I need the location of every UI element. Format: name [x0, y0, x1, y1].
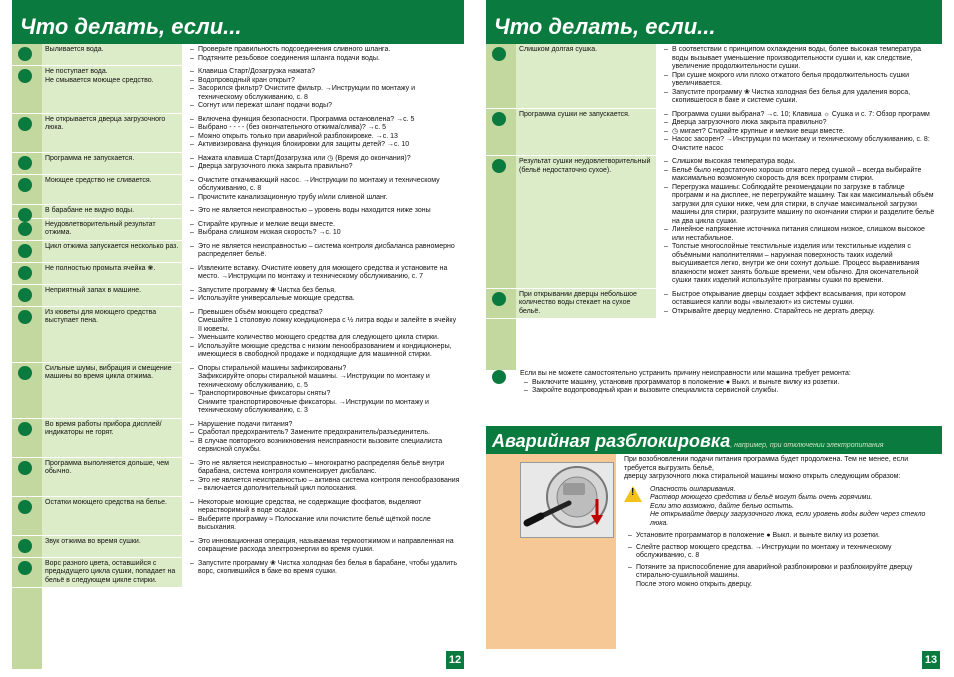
dash-marker: – — [190, 68, 194, 75]
dash-marker: – — [190, 429, 194, 436]
solution-text: Дверца загрузочного люка закрыта правильно? — [672, 119, 827, 126]
solution-line — [660, 111, 938, 120]
bullet-icon — [18, 539, 32, 553]
solution-text: Некоторые моющие средства, не содержащие фосфатов, выделяют нерастворимый в воде осадок. — [198, 498, 422, 514]
bullet-icon — [18, 461, 32, 475]
table-row — [486, 44, 942, 109]
solution-line — [186, 177, 460, 194]
solution-text: Это не является неисправностью – активна система контроля пенообразования – включается дополнительный цикл полоскания. — [198, 476, 460, 492]
dash-marker: – — [190, 141, 194, 148]
problem-cell: Во время работы прибора дисплей/индикаторы не горят. — [42, 419, 182, 457]
solution-line — [186, 460, 460, 477]
right-page — [486, 0, 942, 677]
solution-line — [186, 309, 460, 335]
left-page — [12, 0, 464, 677]
problem-cell: Остатки моющего средства на белье. — [42, 497, 182, 535]
solution-line — [186, 438, 460, 455]
solution-cell — [182, 114, 464, 152]
solution-text: Уменьшите количество моющего средства для следующего цикла стирки. — [198, 334, 439, 341]
solution-cell — [182, 205, 464, 218]
problem-cell: Неудовлетворительный результат отжима. — [42, 219, 182, 240]
dash-marker: – — [190, 286, 194, 294]
bullet-icon — [18, 500, 32, 514]
dash-marker: – — [190, 193, 194, 201]
dash-marker: – — [190, 559, 194, 567]
solution-cell — [182, 497, 464, 535]
emergency-step — [624, 564, 940, 590]
dash-marker: – — [190, 132, 194, 140]
solution-text: Это не является неисправностью – система контроля дисбаланса равномерно распределяет бельё. — [198, 242, 455, 258]
table-row — [12, 419, 464, 458]
warning-box — [624, 486, 940, 529]
solution-line — [186, 516, 460, 533]
problem-cell: Не поступает вода. Не смывается моющее средство. — [42, 66, 182, 113]
emergency-intro: При возобновлении подачи питания программа будет продолжена. Тем не менее, если требуется выгрузить бельё, дверцу загрузочного люка стиральной машины можно открыть следующим образом: — [624, 456, 909, 480]
solution-text: Запустите программу ❀ Чистка холодная без белья для удаления ворса, скопившегося в баке и системе сушки. — [672, 88, 911, 104]
solution-line — [186, 46, 460, 55]
solution-line — [186, 538, 460, 555]
emergency-step-text: Слейте раствор моющего средства. →Инструкции по монтажу и техническому обслуживанию, с. 8 — [636, 543, 892, 559]
emergency-step-text: Потяните за приспособление для аварийной разблокировки и разблокируйте дверцу стирально-сушильной машины. После этого можно открыть дверцу. — [636, 563, 913, 588]
solution-cell — [182, 458, 464, 496]
solution-cell — [182, 536, 464, 557]
warning-icon: ! — [624, 486, 642, 502]
dash-marker: – — [190, 437, 194, 445]
problem-cell: Результат сушки неудовлетворительный (бельё недостаточно сухое). — [516, 156, 656, 288]
warning-title: Опасность ошпаривания. — [650, 485, 736, 493]
final-note: Если вы не можете самостоятельно устранить причину неисправности или машина требует ремонта: — [520, 370, 851, 377]
solution-text: Включена функция безопасности. Программа остановлена? →с. 5 — [198, 115, 415, 123]
solution-cell — [182, 558, 464, 588]
solution-text: Насос засорен? →Инструкции по монтажу и техническому обслуживанию, с. 8: Очистите насос — [672, 136, 930, 152]
table-row — [12, 153, 464, 175]
table-row — [12, 497, 464, 536]
dash-marker: – — [190, 515, 194, 523]
problem-cell: Программа сушки не запускается. — [516, 109, 656, 156]
solution-line — [186, 124, 460, 133]
solution-line — [186, 365, 460, 391]
bullet-icon — [492, 292, 506, 306]
dash-marker: – — [664, 243, 668, 250]
solution-cell — [182, 285, 464, 306]
solution-text: Используйте универсальные моющие средства. — [198, 295, 355, 302]
solution-text: В случае повторного возникновения неисправности вызовите специалиста сервисной службы. — [198, 437, 443, 453]
table-row — [12, 241, 464, 263]
dash-marker: – — [190, 154, 194, 162]
solution-text: Превышен объём моющего средства? Смешайте 1 столовую ложку кондиционера с ½ литра воды и залейте в ячейку II кюветы. — [198, 308, 457, 333]
solution-line — [186, 163, 460, 172]
table-row — [12, 175, 464, 206]
solution-text: Проверьте правильность подсоединения сливного шланга. — [198, 46, 391, 53]
bullet-icon — [18, 561, 32, 575]
solution-line — [186, 499, 460, 516]
table-row — [12, 307, 464, 363]
bullet-icon — [18, 117, 32, 131]
dash-marker: – — [190, 390, 194, 397]
solution-text: Используйте моющие средства с низким пенообразованием и кондиционеры, имеющиеся в свободной продаже и подходящие для машинной стирки. — [198, 342, 452, 358]
dash-marker: – — [190, 176, 194, 184]
solution-line — [186, 243, 460, 260]
solution-cell — [182, 66, 464, 113]
emergency-step — [624, 544, 940, 561]
table-row — [12, 263, 464, 285]
solution-line — [660, 119, 938, 128]
bullet-icon — [18, 366, 32, 380]
dash-marker: – — [190, 264, 194, 272]
bullet-icon — [492, 370, 506, 384]
emergency-text — [624, 456, 940, 592]
dash-marker: – — [190, 498, 194, 506]
solution-text: Прочистите канализационную трубу и/или сливной шланг. — [198, 193, 388, 201]
dash-marker: – — [628, 532, 632, 539]
right-troubleshoot-table — [486, 44, 942, 394]
solution-line — [186, 560, 460, 577]
table-row — [12, 114, 464, 153]
dash-marker: – — [190, 229, 194, 236]
bullet-icon — [492, 159, 506, 173]
table-row — [12, 458, 464, 497]
solution-line — [660, 243, 938, 286]
solution-text: Слишком высокая температура воды. — [672, 158, 796, 165]
problem-cell: Сильные шумы, вибрация и смещение машины во время цикла отжима. — [42, 363, 182, 418]
problem-cell: Программа не запускается. — [42, 153, 182, 174]
final-note-block — [486, 370, 942, 396]
dash-marker: – — [664, 110, 668, 118]
bullet-icon — [492, 112, 506, 126]
table-row — [12, 536, 464, 558]
table-row — [486, 156, 942, 289]
problem-cell: Ворс разного цвета, оставшийся с предыдущего цикла сушки, попадает на бельё в следующем цикле стирки. — [42, 558, 182, 588]
right-page-number: 13 — [922, 651, 940, 669]
solution-text: ◷ мигает? Стирайте крупные и мелкие вещи вместе. — [672, 127, 845, 135]
dash-marker: – — [628, 563, 632, 571]
bullet-icon — [18, 69, 32, 83]
solution-line — [186, 390, 460, 416]
solution-cell — [182, 219, 464, 240]
dash-marker: – — [664, 307, 668, 315]
dash-marker: – — [190, 124, 194, 131]
emergency-subtitle: , например, при отключении электропитания — [730, 442, 884, 449]
dash-marker: – — [190, 476, 194, 484]
problem-cell: Неприятный запах в машине. — [42, 285, 182, 306]
dash-marker: – — [664, 166, 668, 174]
problem-cell: Не открывается дверца загрузочного люка. — [42, 114, 182, 152]
bullet-icon — [18, 288, 32, 302]
emergency-strip — [486, 454, 616, 649]
solution-text: Извлеките вставку. Очистите кювету для моющего средства и установите на место. →Инструкции по монтажу и техническому обслуживанию, с. 7 — [198, 264, 448, 280]
problem-cell: Звук отжима во время сушки. — [42, 536, 182, 557]
solution-text: Толстые многослойные текстильные изделия или текстильные изделия с объёмными наполнителями – наружная поверхность таких изделий высушивается легко, внутри же они сохнут дольше. Процесс выравнивания влажности может занять больше времени, чем обычно. Для окончательной сушки таких изделий используйте программы сушки по времени. — [672, 243, 920, 284]
final-item — [520, 387, 942, 396]
solution-line — [186, 102, 460, 111]
solution-line — [660, 128, 938, 137]
bullet-icon — [18, 156, 32, 170]
dash-marker: – — [190, 420, 194, 428]
solution-text: Активизирована функция блокировки для защиты детей? →с. 10 — [198, 141, 410, 148]
solution-line — [186, 55, 460, 64]
solution-cell — [182, 307, 464, 362]
left-troubleshoot-table — [12, 44, 464, 669]
dash-marker: – — [190, 537, 194, 545]
solution-text: Выбрана слишком низкая скорость? →с. 10 — [198, 229, 341, 236]
table-row — [486, 289, 942, 320]
solution-text: Открывайте дверцу медленно. Старайтесь не дергать дверцу. — [672, 307, 875, 315]
problem-cell: Выливается вода. — [42, 44, 182, 65]
problem-cell: Цикл отжима запускается несколько раз. — [42, 241, 182, 262]
solution-text: Быстрое открывание дверцы создает эффект всасывания, при котором оставшиеся капли воды «вылезают» из системы сушки. — [672, 290, 906, 306]
solution-cell — [182, 241, 464, 262]
problem-cell: Слишком долгая сушка. — [516, 44, 656, 108]
table-row — [12, 285, 464, 307]
solution-line — [186, 295, 460, 304]
emergency-step — [624, 532, 940, 541]
table-row — [12, 205, 464, 219]
solution-text: Запустите программу ❀ Чистка холодная без белья в барабане, чтобы удалить ворс, скопившийся в баке во время сушки. — [198, 559, 457, 575]
solution-text: Нажата клавиша Старт/Дозагрузка или ◷ (Время до окончания)? — [198, 154, 411, 162]
solution-line — [660, 291, 938, 308]
final-item-text: Выключите машину, установив программатор в положение ● Выкл. и выньте вилку из розетки. — [532, 378, 840, 386]
solution-line — [660, 46, 938, 72]
dash-marker: – — [190, 459, 194, 467]
bullet-icon — [18, 47, 32, 61]
dash-marker: – — [664, 46, 668, 53]
dash-marker: – — [664, 290, 668, 298]
solution-text: Запустите программу ❀ Чистка без белья. — [198, 286, 337, 294]
solution-cell — [656, 44, 942, 108]
solution-line — [186, 68, 460, 77]
solution-line — [186, 194, 460, 203]
dash-marker: – — [190, 46, 194, 53]
solution-text: Дверца загрузочного люка закрыта правильно? — [198, 163, 353, 170]
solution-text: Транспортировочные фиксаторы сняты? Снимите транспортировочные фиксаторы. →Инструкции по монтажу и техническому обслуживанию, с. 3 — [198, 390, 429, 414]
bullet-icon — [18, 244, 32, 258]
solution-cell — [182, 175, 464, 205]
solution-line — [186, 429, 460, 438]
solution-text: Линейное напряжение источника питания слишком низкое, слишком высокое или нестабильное. — [672, 226, 925, 242]
problem-cell: В барабане не видно воды. — [42, 205, 182, 218]
solution-line — [660, 136, 938, 153]
table-row — [486, 109, 942, 157]
solution-line — [660, 72, 938, 89]
solution-line — [186, 133, 460, 142]
dash-marker: – — [190, 334, 194, 341]
final-item — [520, 379, 942, 388]
emergency-title: Аварийная разблокировка — [492, 431, 731, 451]
dash-marker: – — [664, 226, 668, 233]
solution-text: Это не является неисправностью – уровень воды находится ниже зоны — [198, 207, 431, 214]
solution-line — [186, 421, 460, 430]
dash-marker: – — [524, 387, 528, 394]
dash-marker: – — [190, 115, 194, 123]
solution-line — [186, 229, 460, 238]
solution-text: Клавиша Старт/Дозагрузка нажата? — [198, 68, 316, 75]
solution-cell — [182, 44, 464, 65]
solution-line — [186, 265, 460, 282]
problem-cell: Моющее средство не сливается. — [42, 175, 182, 205]
solution-text: Водопроводный кран открыт? — [198, 76, 295, 84]
final-item-text: Закройте водопроводный кран и вызовите специалиста сервисной службы. — [532, 387, 779, 394]
solution-line — [186, 287, 460, 296]
solution-line — [660, 226, 938, 243]
problem-cell: При открывании дверцы небольшое количество воды стекает на сухое бельё. — [516, 289, 656, 319]
dash-marker: – — [664, 88, 668, 96]
bullet-icon — [18, 266, 32, 280]
dash-marker: – — [664, 136, 668, 143]
dash-marker: – — [190, 220, 194, 228]
solution-text: Засорился фильтр? Очистите фильтр. →Инструкции по монтажу и техническому обслуживанию, с. 8 — [198, 85, 416, 101]
solution-cell — [182, 419, 464, 457]
dash-marker: – — [190, 242, 194, 250]
solution-cell — [182, 363, 464, 418]
problem-cell: Не полностью промыта ячейка ❀. — [42, 263, 182, 284]
warning-body: Раствор моющего средства и бельё могут быть очень горячими. Если это возможно, дайте белью остыть. Не открывайте дверцу загрузочного люка, если уровень воды виден через стекло люка. — [650, 494, 926, 527]
solution-line — [660, 167, 938, 184]
solution-text: Можно открыть только при аварийной разблокировке. →с. 13 — [198, 132, 398, 140]
solution-line — [660, 89, 938, 106]
solution-line — [186, 116, 460, 125]
solution-cell — [182, 263, 464, 284]
dash-marker: – — [190, 163, 194, 170]
emergency-steps — [624, 532, 940, 589]
dash-marker: – — [190, 342, 194, 350]
dash-marker: – — [664, 158, 668, 165]
final-items — [520, 379, 942, 396]
emergency-body — [486, 454, 942, 649]
solution-cell — [656, 289, 942, 319]
solution-text: Это не является неисправностью – многократно распределяя бельё внутри барабана, система контроля компенсирует дисбаланс. — [198, 459, 445, 475]
solution-text: При сушке мокрого или плохо отжатого белья продолжительность сушки увеличивается. — [672, 71, 910, 87]
solution-cell — [656, 109, 942, 156]
dash-marker: – — [190, 102, 194, 109]
solution-text: Стирайте крупные и мелкие вещи вместе. — [198, 220, 335, 228]
solution-text: Бельё было недостаточно хорошо отжато перед сушкой – всегда выбирайте максимально возможную скорость для всех программ стирки. — [672, 166, 922, 182]
problem-cell: Из кюветы для моющего средства выступает пена. — [42, 307, 182, 362]
table-row — [12, 363, 464, 419]
solution-text: Сработал предохранитель? Замените предохранитель/разъединитель. — [198, 429, 430, 436]
solution-text: Программа сушки выбрана? →с. 10; Клавиша ☼ Сушка и с. 7: Обзор программ — [672, 110, 930, 118]
solution-line — [186, 77, 460, 86]
dash-marker: – — [664, 71, 668, 79]
solution-line — [186, 207, 460, 216]
dash-marker: – — [190, 207, 194, 214]
left-page-title: Что делать, если... — [12, 0, 464, 44]
solution-line — [186, 343, 460, 360]
solution-line — [186, 334, 460, 343]
solution-text: Выберите программу ≈ Полоскание или почистите бельё щёткой после высыхания. — [198, 515, 431, 531]
solution-line — [660, 158, 938, 167]
bullet-icon — [18, 222, 32, 236]
bullet-icon — [18, 178, 32, 192]
solution-line — [186, 221, 460, 230]
bullet-icon — [18, 422, 32, 436]
solution-line — [186, 155, 460, 164]
solution-line — [660, 308, 938, 317]
dash-marker: – — [628, 543, 632, 551]
table-row — [12, 558, 464, 589]
problem-cell: Программа выполняется дольше, чем обычно. — [42, 458, 182, 496]
dash-marker: – — [664, 119, 668, 126]
solution-text: В соответствии с принципом охлаждения воды, более высокая температура воды вызывает уменьшение производительности сушки и, как следствие, увеличение продолжительности сушки. — [672, 46, 922, 70]
solution-text: Это инновационная операция, называемая термоотжимом и направленная на сокращение расхода электроэнергии во время сушки. — [198, 537, 454, 553]
solution-cell — [182, 153, 464, 174]
solution-cell — [656, 156, 942, 288]
left-page-number: 12 — [446, 651, 464, 669]
solution-line — [186, 477, 460, 494]
dash-marker: – — [190, 308, 194, 316]
table-row — [12, 66, 464, 114]
solution-text: Согнут или пережат шланг подачи воды? — [198, 102, 333, 109]
solution-text: Опоры стиральной машины зафиксированы? Зафиксируйте опоры стиральной машины. →Инструкции по монтажу и техническому обслуживанию, с. 5 — [198, 364, 430, 389]
emergency-release-illustration — [520, 462, 614, 538]
solution-text: Перегрузка машины: Соблюдайте рекомендации по загрузке в таблице программ и на дисплее, не перегружайте машину. Так как максимальный объём загрузки для сушки ниже, чем для стирки, в случае максимальной загрузки машины для стирки, разгрузите машину по окончании стирки и разделите бельё на два цикла сушки. — [672, 183, 935, 225]
dash-marker: – — [190, 54, 194, 62]
emergency-header — [486, 426, 942, 454]
dash-marker: – — [664, 183, 668, 191]
bullet-icon — [18, 310, 32, 324]
dash-marker: – — [190, 364, 194, 372]
solution-text: Подтяните резьбовое соединения шланга подачи воды. — [198, 54, 380, 62]
solution-line — [660, 184, 938, 227]
bullet-icon — [492, 47, 506, 61]
dash-marker: – — [664, 127, 668, 135]
solution-line — [186, 141, 460, 150]
solution-line — [186, 85, 460, 102]
dash-marker: – — [524, 378, 528, 386]
dash-marker: – — [190, 76, 194, 84]
table-row — [12, 44, 464, 66]
dash-marker: – — [190, 85, 194, 92]
solution-text: Выбрано - - - - (без окончательного отжима/слива)? →с. 5 — [198, 124, 387, 131]
solution-text: Нарушение подачи питания? — [198, 420, 293, 428]
solution-text: Очистите откачивающий насос. →Инструкции по монтажу и техническому обслуживанию, с. 8 — [198, 176, 440, 192]
right-page-title: Что делать, если... — [486, 0, 942, 44]
table-row — [12, 219, 464, 241]
dash-marker: – — [190, 295, 194, 302]
emergency-step-text: Установите программатор в положение ● Выкл. и выньте вилку из розетки. — [636, 532, 880, 539]
